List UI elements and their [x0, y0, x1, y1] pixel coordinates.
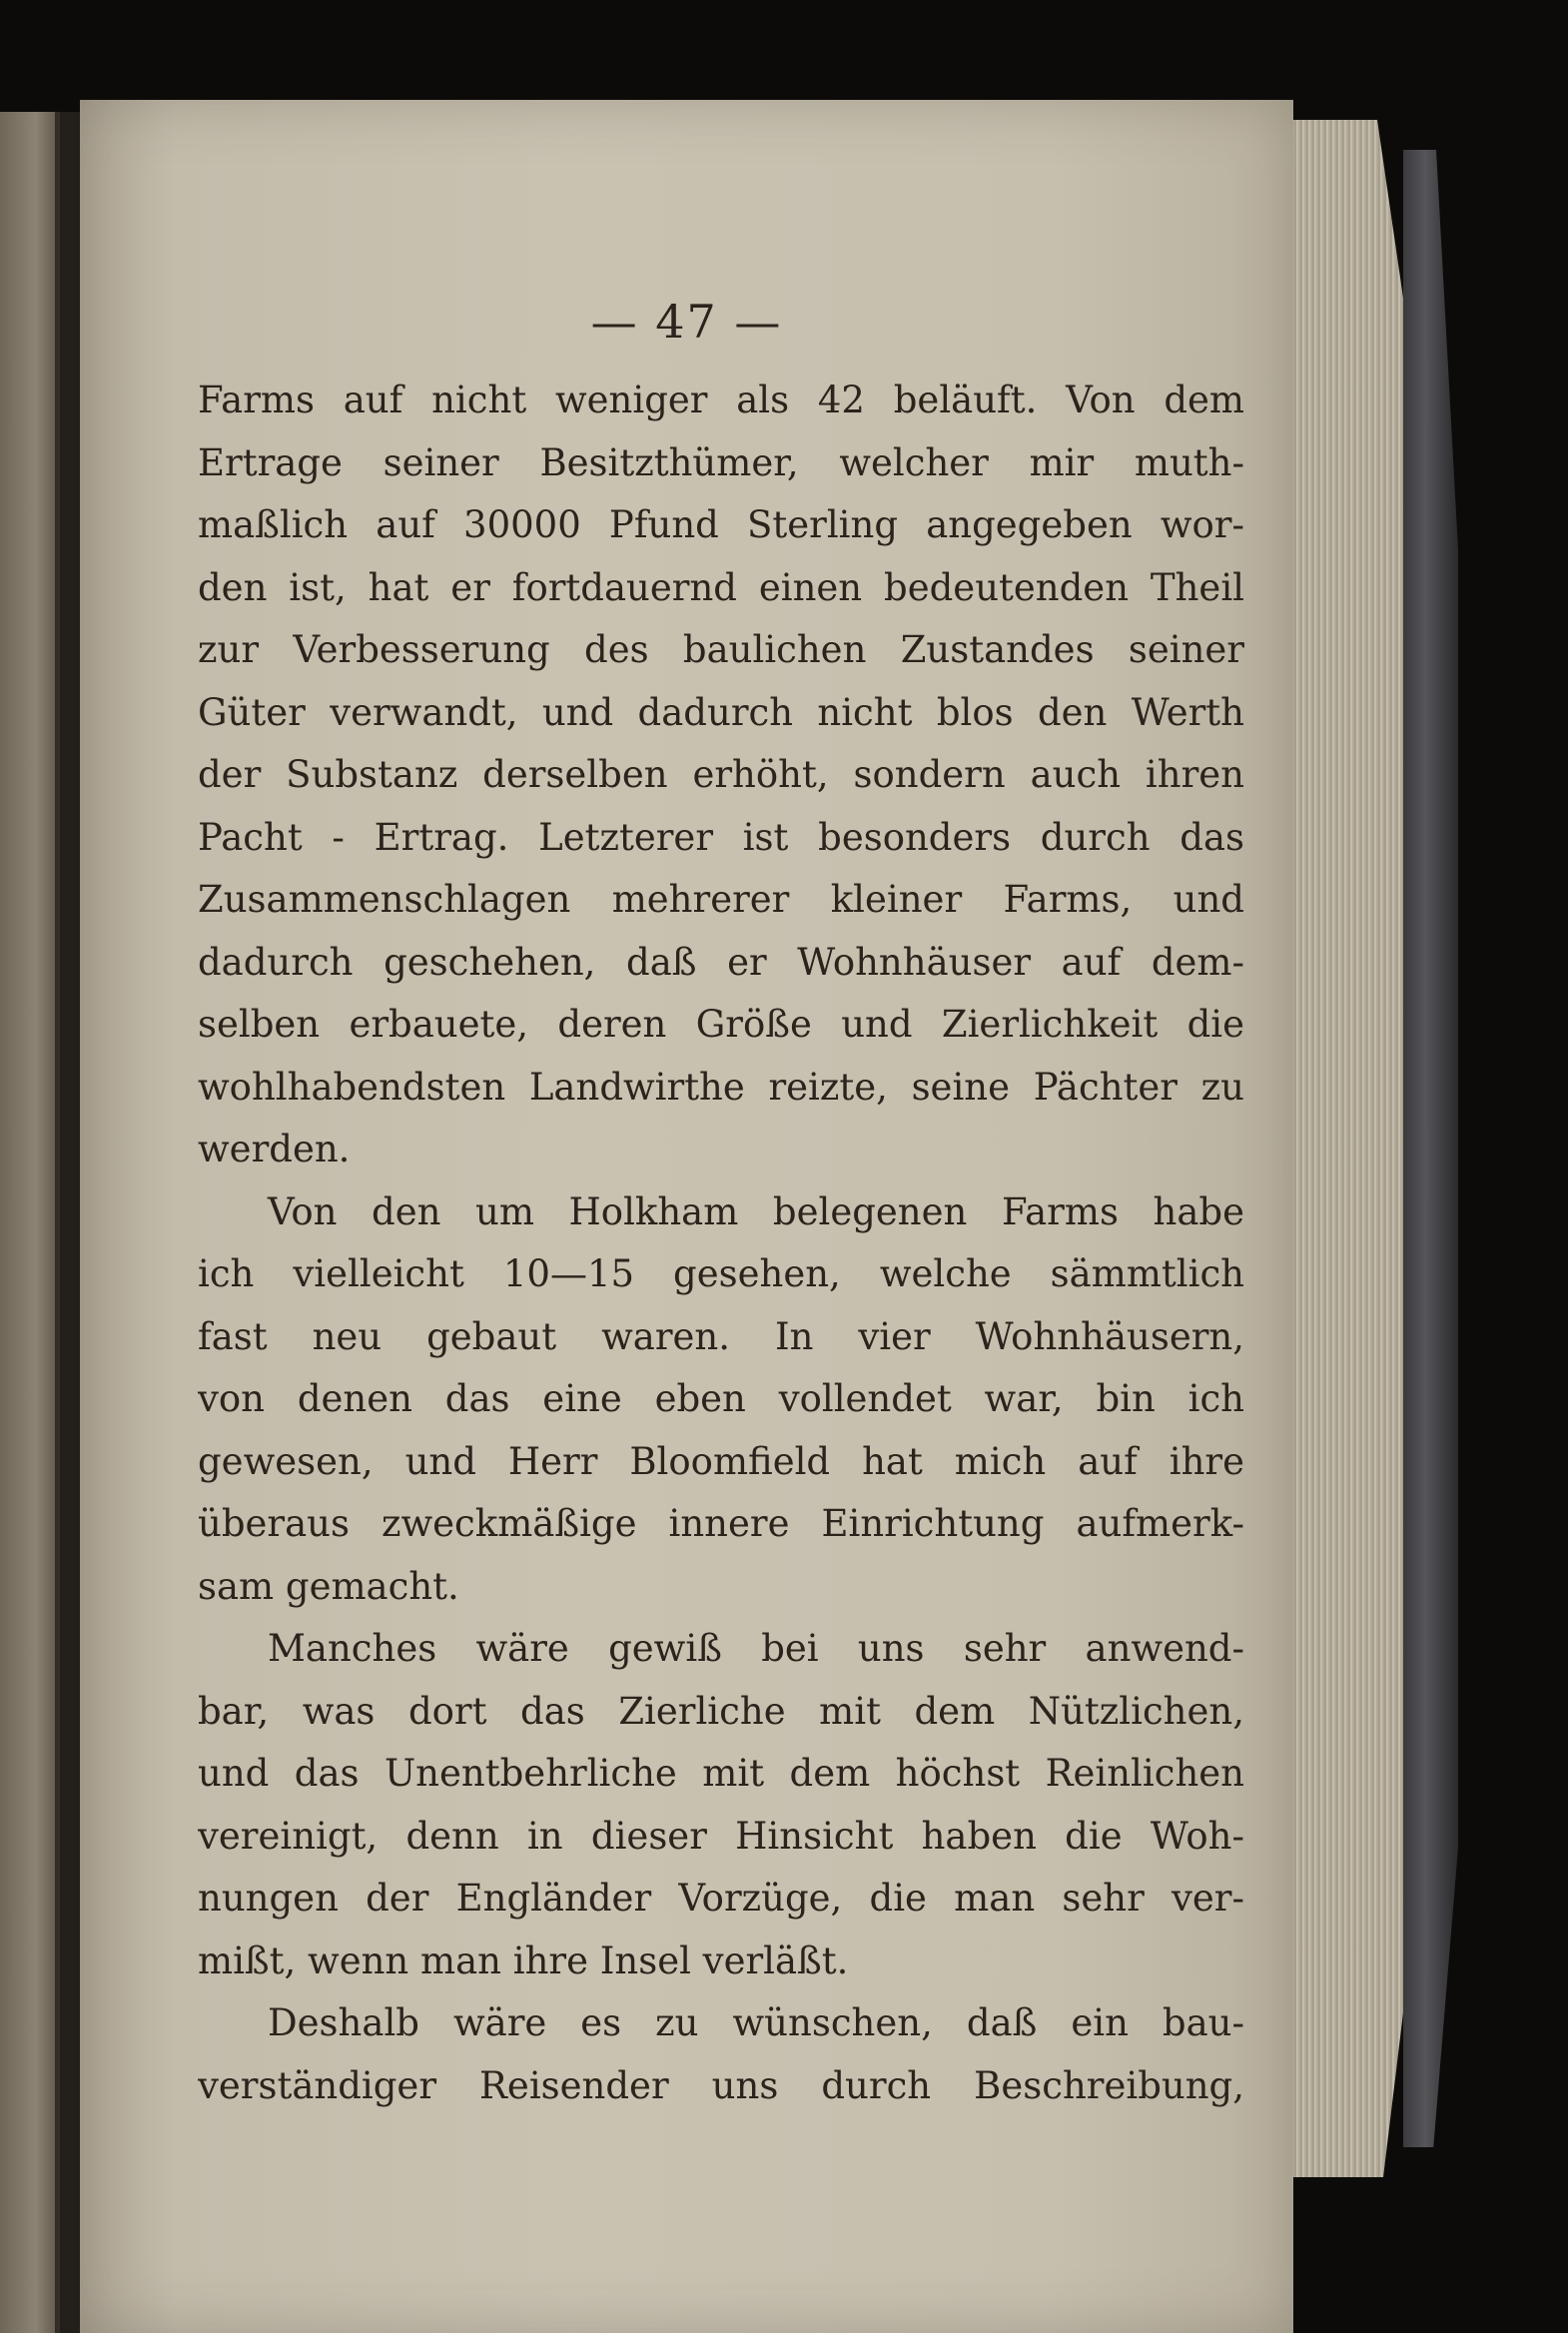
text-line: gewesen, und Herr Bloomfield hat mich auf ihre: [198, 1439, 1244, 1483]
text-line: wohlhabendsten Landwirthe reizte, seine Pächter zu: [198, 1065, 1244, 1109]
text-line: werden.: [198, 1128, 351, 1170]
text-line: Zusammenschlagen mehrerer kleiner Farms, und: [198, 878, 1244, 921]
text-line: der Substanz derselben erhöht, sondern auch ihren: [198, 753, 1244, 796]
text-line: zur Verbesserung des baulichen Zustandes seiner: [198, 628, 1244, 671]
previous-page-edge: [0, 112, 60, 2333]
text-line: und das Unentbehrliche mit dem höchst Reinlichen: [198, 1752, 1244, 1795]
book-cover-edge: [1403, 150, 1458, 2147]
text-line: Güter verwandt, und dadurch nicht blos den Werth: [198, 690, 1244, 734]
page-stack-edges: [1293, 120, 1413, 2177]
text-line: von denen das eine eben vollendet war, bin ich: [198, 1377, 1244, 1420]
text-line: mißt, wenn man ihre Insel verläßt.: [198, 1939, 849, 1982]
text-line: Ertrage seiner Besitzthümer, welcher mir muth-: [198, 440, 1244, 484]
text-line: Von den um Holkham belegenen Farms habe: [268, 1189, 1244, 1233]
text-line: nungen der Engländer Vorzüge, die man sehr ver-: [198, 1877, 1244, 1920]
text-line: fast neu gebaut waren. In vier Wohnhäusern,: [198, 1314, 1244, 1358]
page-number-header: — 47 —: [590, 295, 783, 349]
text-line: selben erbauete, deren Größe und Zierlichkeit die: [198, 1003, 1244, 1046]
text-line: ich vielleicht 10—15 gesehen, welche sämmtlich: [198, 1252, 1244, 1295]
text-line: Farms auf nicht weniger als 42 beläuft. Von dem: [198, 379, 1244, 421]
text-line: Deshalb wäre es zu wünschen, daß ein bau-: [268, 2001, 1244, 2044]
text-line: dadurch geschehen, daß er Wohnhäuser auf dem-: [198, 940, 1244, 984]
text-line: Manches wäre gewiß bei uns sehr anwend-: [268, 1627, 1244, 1670]
text-line: überaus zweckmäßige innere Einrichtung aufmerk-: [198, 1502, 1244, 1545]
text-line: bar, was dort das Zierliche mit dem Nützlichen,: [198, 1689, 1244, 1733]
text-line: sam gemacht.: [198, 1564, 459, 1608]
text-line: den ist, hat er fortdauernd einen bedeutenden Theil: [198, 565, 1244, 609]
book-page: [80, 100, 1293, 2333]
body-text: [198, 370, 1244, 2117]
text-line: Pacht - Ertrag. Letzterer ist besonders durch das: [198, 815, 1244, 859]
text-line: vereinigt, denn in dieser Hinsicht haben die Woh-: [198, 1814, 1244, 1858]
text-line: verständiger Reisender uns durch Beschreibung,: [198, 2063, 1244, 2107]
text-line: maßlich auf 30000 Pfund Sterling angegeben wor-: [198, 503, 1244, 546]
